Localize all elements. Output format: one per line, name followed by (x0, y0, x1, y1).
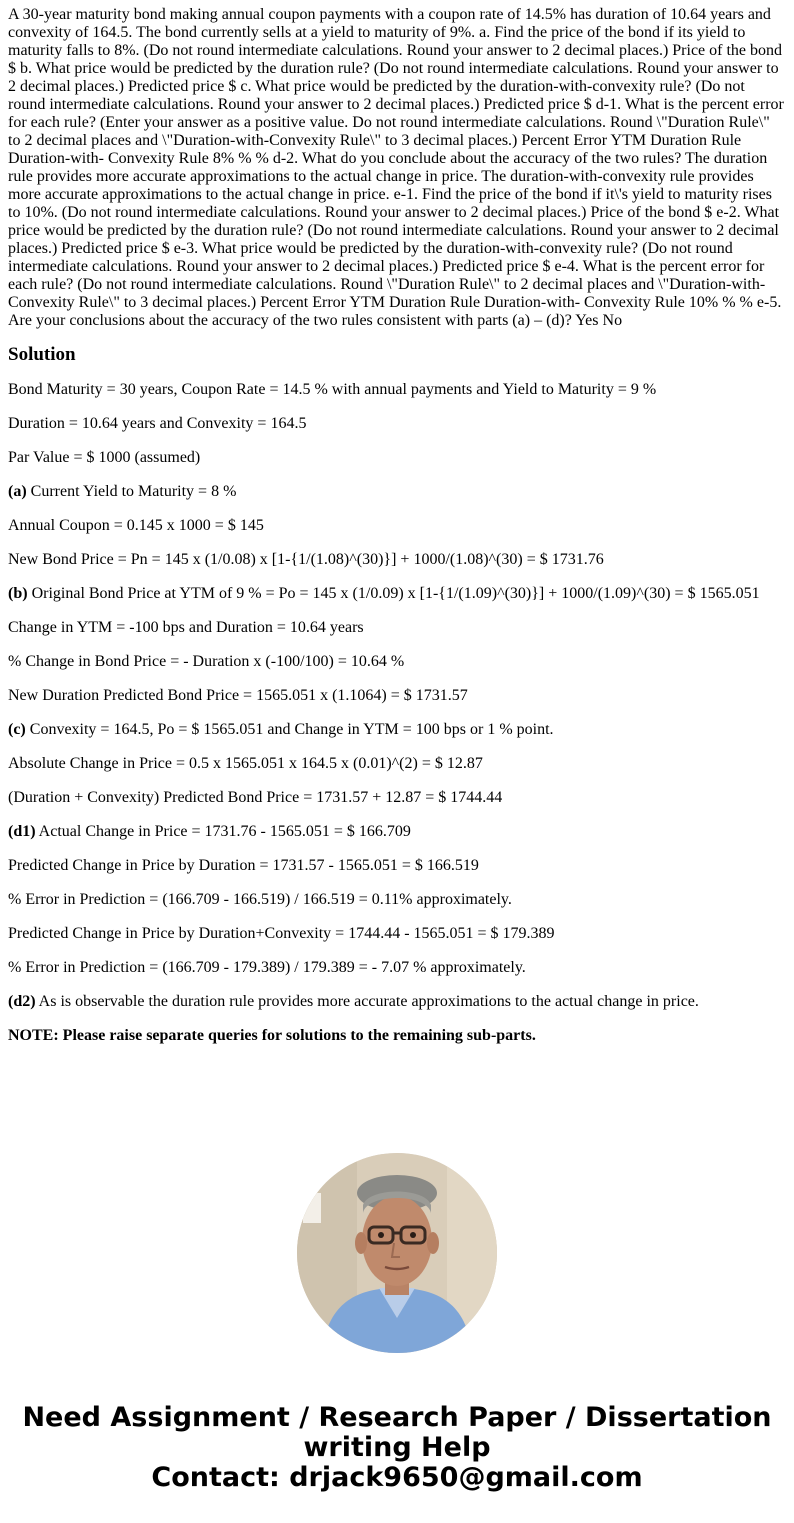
footer-banner (0, 1403, 794, 1493)
solution-paragraph: % Error in Prediction = (166.709 - 166.519) / 166.519 = 0.11% approximately. (8, 891, 512, 908)
solution-paragraph: New Bond Price = Pn = 145 x (1/0.08) x [1-{1/(1.08)^(30)}] + 1000/(1.08)^(30) = $ 1731.76 (8, 551, 604, 568)
solution-paragraph: Absolute Change in Price = 0.5 x 1565.051 x 164.5 x (0.01)^(2) = $ 12.87 (8, 755, 483, 772)
part-label: (d1) (8, 823, 36, 840)
solution-heading: Solution (8, 344, 76, 365)
solution-paragraph: Bond Maturity = 30 years, Coupon Rate = 14.5 % with annual payments and Yield to Maturity = 9 % (8, 381, 657, 398)
avatar-portrait-image (297, 1153, 497, 1353)
solution-part-d2: (d2) As is observable the duration rule provides more accurate approximations to the actual change in price. (8, 993, 699, 1010)
solution-paragraph: Annual Coupon = 0.145 x 1000 = $ 145 (8, 517, 264, 534)
solution-paragraph: Par Value = $ 1000 (assumed) (8, 449, 201, 466)
part-label: (d2) (8, 993, 36, 1010)
solution-part-c: (c) Convexity = 164.5, Po = $ 1565.051 and Change in YTM = 100 bps or 1 % point. (8, 721, 554, 738)
solution-paragraph: Duration = 10.64 years and Convexity = 164.5 (8, 415, 307, 432)
solution-part-b: (b) Original Bond Price at YTM of 9 % = Po = 145 x (1/0.09) x [1-{1/(1.09)^(30)}] + 1000/(1.09)^(30) = $ 1565.051 (8, 585, 760, 602)
question-text: A 30-year maturity bond making annual coupon payments with a coupon rate of 14.5% has duration of 10.64 years and convexity of 164.5. The bond currently sells at a yield to maturity of 9%. a. Find the price of the bond if its yield to maturity falls to 8%. (Do not round intermediate calculations. Round your answer to 2 decimal places.) Price of the bond $ b. What price would be predicted by the duration rule? (Do not round intermediate calculations. Round your answer to 2 decimal places.) Predicted price $ c. What price would be predicted by the duration-with-convexity rule? (Do not round intermediate calculations. Round your answer to 2 decimal places.) Predicted price $ d-1. What is the percent error for each rule? (Enter your answer as a positive value. Do not round intermediate calculations. Round \"Duration Rule\" to 2 decimal places and \"Duration-with-Convexity Rule\" to 3 decimal places.) Percent Error YTM Duration Rule Duration-with- Convexity Rule 8% % % d-2. What do you conclude about the accuracy of the two rules? The duration rule provides more accurate approximations to the actual change in price. The duration-with-convexity rule provides more accurate approximations to the actual change in price. e-1. Find the price of the bond if it\'s yield to maturity rises to 10%. (Do not round intermediate calculations. Round your answer to 2 decimal places.) Price of the bond $ e-2. What price would be predicted by the duration rule? (Do not round intermediate calculations. Round your answer to 2 decimal places.) Predicted price $ e-3. What price would be predicted by the duration-with-convexity rule? (Do not round intermediate calculations. Round your answer to 2 decimal places.) Predicted price $ e-4. What is the percent error for each rule? (Do not round intermediate calculations. Round \"Duration Rule\" to 2 decimal places and \"Duration-with-Convexity Rule\" to 3 decimal places.) Percent Error YTM Duration Rule Duration-with- Convexity Rule 10% % % e-5. Are your conclusions about the accuracy of the two rules consistent with parts (a) – (d)? Yes No (8, 6, 784, 329)
solution-paragraph: Predicted Change in Price by Duration+Convexity = 1744.44 - 1565.051 = $ 179.389 (8, 925, 555, 942)
part-label: (c) (8, 721, 26, 738)
solution-body (8, 381, 786, 1045)
footer-contact: Contact: drjack9650@gmail.com (151, 1462, 643, 1493)
solution-paragraph: Change in YTM = -100 bps and Duration = 10.64 years (8, 619, 364, 636)
part-label: (b) (8, 585, 28, 602)
solution-part-a: (a) Current Yield to Maturity = 8 % (8, 483, 237, 500)
solution-paragraph: (Duration + Convexity) Predicted Bond Price = 1731.57 + 12.87 = $ 1744.44 (8, 789, 503, 806)
avatar (297, 1153, 497, 1353)
note: NOTE: Please raise separate queries for solutions to the remaining sub-parts. (8, 1027, 536, 1044)
part-label: (a) (8, 483, 27, 500)
footer-line-2: writing Help (303, 1432, 491, 1463)
solution-paragraph: % Change in Bond Price = - Duration x (-100/100) = 10.64 % (8, 653, 405, 670)
footer-line-1: Need Assignment / Research Paper / Dissertation (22, 1402, 772, 1433)
solution-paragraph: Predicted Change in Price by Duration = 1731.57 - 1565.051 = $ 166.519 (8, 857, 479, 874)
solution-paragraph: New Duration Predicted Bond Price = 1565.051 x (1.1064) = $ 1731.57 (8, 687, 468, 704)
solution-part-d1: (d1) Actual Change in Price = 1731.76 - 1565.051 = $ 166.709 (8, 823, 411, 840)
solution-paragraph: % Error in Prediction = (166.709 - 179.389) / 179.389 = - 7.07 % approximately. (8, 959, 526, 976)
